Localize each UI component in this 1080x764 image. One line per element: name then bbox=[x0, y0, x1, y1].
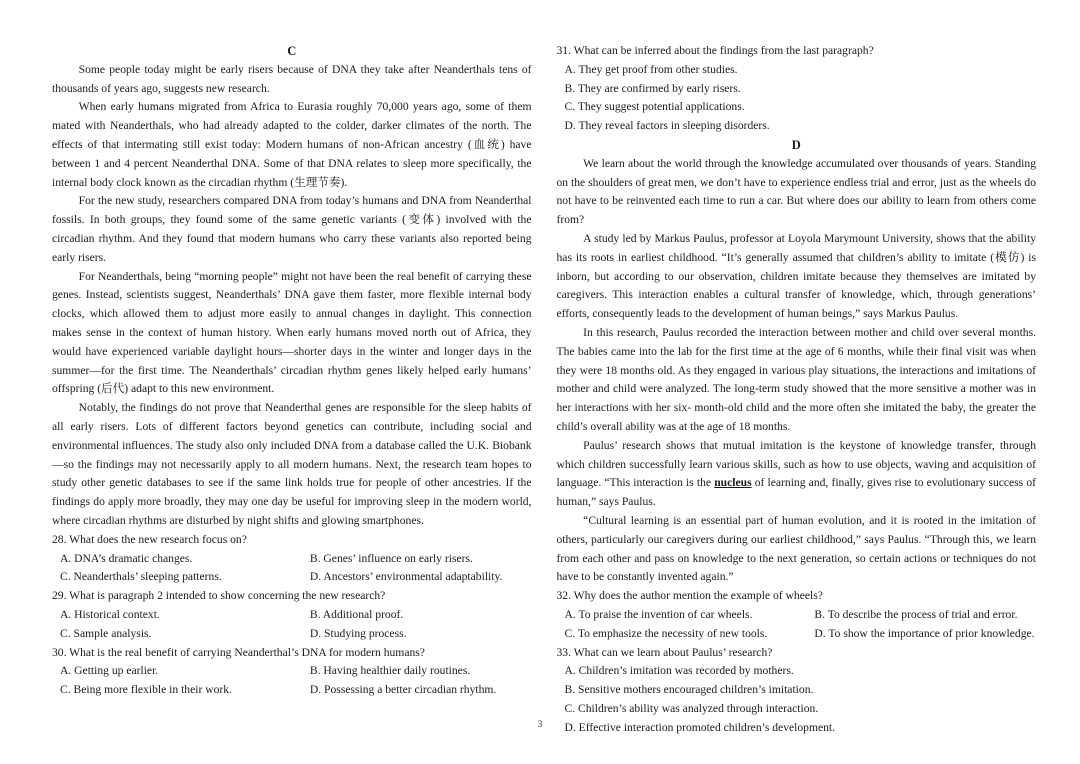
options-list bbox=[52, 550, 532, 588]
answer-option: B. Having healthier daily routines. bbox=[309, 664, 471, 678]
answer-option: B. Sensitive mothers encouraged children’s imitation. bbox=[564, 683, 814, 697]
passage-paragraph: Paulus’ research shows that mutual imitation is the keystone of knowledge transfer, through which children successfully learn various skills, such as how to use objects, waving and acquisition of language. “This interaction is the nucleus of learning and, finally, gives rise to evolutionary success of human,” says Paulus. bbox=[556, 438, 1037, 509]
page-number: 3 bbox=[537, 720, 543, 730]
emphasized-term: nucleus bbox=[714, 476, 752, 490]
question-31 bbox=[557, 42, 1037, 136]
answer-option: C. Being more flexible in their work. bbox=[60, 683, 232, 697]
answer-option: A. They get proof from other studies. bbox=[564, 62, 738, 76]
question-stem: 29. What is paragraph 2 intended to show concerning the new research? bbox=[52, 589, 386, 603]
answer-option: D. Possessing a better circadian rhythm. bbox=[309, 683, 497, 697]
answer-option: C. To emphasize the necessity of new tools. bbox=[564, 626, 768, 640]
question-29 bbox=[52, 587, 532, 643]
passage-paragraph: For Neanderthals, being “morning people” might not have been the real benefit of carrying these genes. Instead, scientists suggest, Neanderthals’ DNA gave them faster, more flexible internal body clocks, which allowed them to adjust more easily to annual changes in daylight. This connection makes sense in the context of human history. When early humans moved north out of Africa, they would have experienced variable daylight hours—shorter days in the winter and longer days in the summer—for the first time. The Neanderthals’ circadian rhythm genes likely helped early humans’ offspring (后代) adapt to this new environment. bbox=[52, 269, 532, 396]
options-list bbox=[52, 662, 532, 700]
question-28 bbox=[52, 531, 532, 587]
answer-option: A. Historical context. bbox=[60, 607, 160, 621]
passage-paragraph: A study led by Markus Paulus, professor at Loyola Marymount University, shows that the ability has its roots in earliest childhood. “It’s generally assumed that children’s ability to imitate (模仿) is inborn, but according to our observation, children imitate because they themselves are imitated by caregivers. This interaction enables a cultural transfer of knowledge, which, through generations’ efforts, consequently leads to the development of human beings,” says Markus Paulus. bbox=[556, 231, 1036, 321]
answer-option: D. To show the importance of prior knowledge. bbox=[814, 626, 1035, 640]
question-stem: 32. Why does the author mention the example of wheels? bbox=[556, 589, 823, 603]
answer-option: B. Additional proof. bbox=[309, 607, 404, 621]
answer-option: B. Genes’ influence on early risers. bbox=[309, 551, 473, 565]
answer-option: D. Ancestors’ environmental adaptability. bbox=[309, 570, 503, 584]
answer-option: D. Studying process. bbox=[309, 626, 407, 640]
passage-heading: C bbox=[287, 44, 297, 58]
passage-paragraph: We learn about the world through the knowledge accumulated over thousands of years. Standing on the shoulders of great men, we don’t have to experience endless trial and error, just as the wheels do not have to be reinvented each time to run a car. But where does our ability to learn from others come from? bbox=[556, 156, 1036, 227]
answer-option: D. They reveal factors in sleeping disorders. bbox=[564, 119, 770, 133]
answer-option: A. Getting up earlier. bbox=[60, 664, 159, 678]
answer-option: C. Neanderthals’ sleeping patterns. bbox=[60, 570, 222, 584]
answer-option: A. To praise the invention of car wheels. bbox=[564, 607, 753, 621]
passage-paragraph: “Cultural learning is an essential part of human evolution, and it is rooted in the imitation of others, particularly our caregivers during our earliest childhood,” says Paulus. “Through this, we learn from each other and pass on knowledge to the next generation, so certain actions or techniques do not have to be constantly invented again.” bbox=[556, 513, 1036, 584]
options-list bbox=[557, 606, 1037, 644]
answer-option: B. They are confirmed by early risers. bbox=[564, 81, 741, 95]
two-column-layout bbox=[52, 42, 1036, 737]
question-stem: 30. What is the real benefit of carrying Neanderthal’s DNA for modern humans? bbox=[52, 645, 425, 659]
passage-paragraph: In this research, Paulus recorded the interaction between mother and child over several months. The babies came into the lab for the first time at the age of 6 months, while their final visit was when they were 18 months old. As they engaged in various play situations, the interactions and imitations of mother and child were analyzed. The long-term study showed that the more sensitive a mother was in her interactions with her six- month-old child and the more often she imitated the baby, the greater the child’s overall ability was at the age of 18 months. bbox=[556, 325, 1036, 433]
answer-option: C. Children’s ability was analyzed through interaction. bbox=[564, 701, 819, 715]
question-30 bbox=[52, 644, 532, 700]
answer-option: D. Effective interaction promoted children’s development. bbox=[564, 720, 836, 734]
question-stem: 33. What can we learn about Paulus’ research? bbox=[556, 645, 773, 659]
question-stem: 31. What can be inferred about the findings from the last paragraph? bbox=[556, 44, 874, 57]
options-list bbox=[557, 61, 1037, 136]
answer-option: C. Sample analysis. bbox=[60, 626, 152, 640]
passage-paragraph: Notably, the findings do not prove that Neanderthal genes are responsible for the sleep habits of all early risers. Lots of different factors beyond genetics can contribute, including social and environmental influences. The study also only included DNA from a database called the U.K. Biobank—so the findings may not necessarily apply to all modern humans. Next, the research team hopes to study other genetic databases to see if the same link holds true for people of other ancestries. If the findings do apply more broadly, they may one day be useful for improving sleep in the modern world, where circadian rhythms are disturbed by night shifts and glowing smartphones. bbox=[52, 401, 532, 527]
column-right bbox=[557, 42, 1037, 737]
column-left bbox=[52, 42, 532, 700]
passage-paragraph: Some people today might be early risers because of DNA they take after Neanderthals tens of thousands of years ago, suggests new research. bbox=[52, 62, 532, 95]
answer-option: B. To describe the process of trial and error. bbox=[814, 607, 1018, 621]
passage-heading: D bbox=[791, 137, 801, 152]
question-stem: 28. What does the new research focus on? bbox=[52, 532, 247, 546]
question-32 bbox=[557, 587, 1037, 643]
answer-option: A. Children’s imitation was recorded by mothers. bbox=[564, 664, 794, 678]
answer-option: A. DNA’s dramatic changes. bbox=[60, 551, 193, 565]
answer-option: C. They suggest potential applications. bbox=[564, 100, 745, 114]
passage-paragraph: When early humans migrated from Africa to Eurasia roughly 70,000 years ago, some of them mated with Neanderthals, who had already adapted to the colder, darker climates of the north. The effects of that intermating still exist today: Modern humans of non-African ancestry (血统) have between 1 and 4 percent Neanderthal DNA. Some of that DNA relates to sleep more specifically, the internal body clock known as the circadian rhythm (生理节奏). bbox=[52, 100, 532, 189]
passage-paragraph: For the new study, researchers compared DNA from today’s humans and DNA from Neanderthal fossils. In both groups, they found some of the same genetic variants (变体) involved with the circadian rhythm. And they found that modern humans who carry these variants also reported being early risers. bbox=[52, 194, 532, 264]
options-list bbox=[52, 606, 532, 644]
